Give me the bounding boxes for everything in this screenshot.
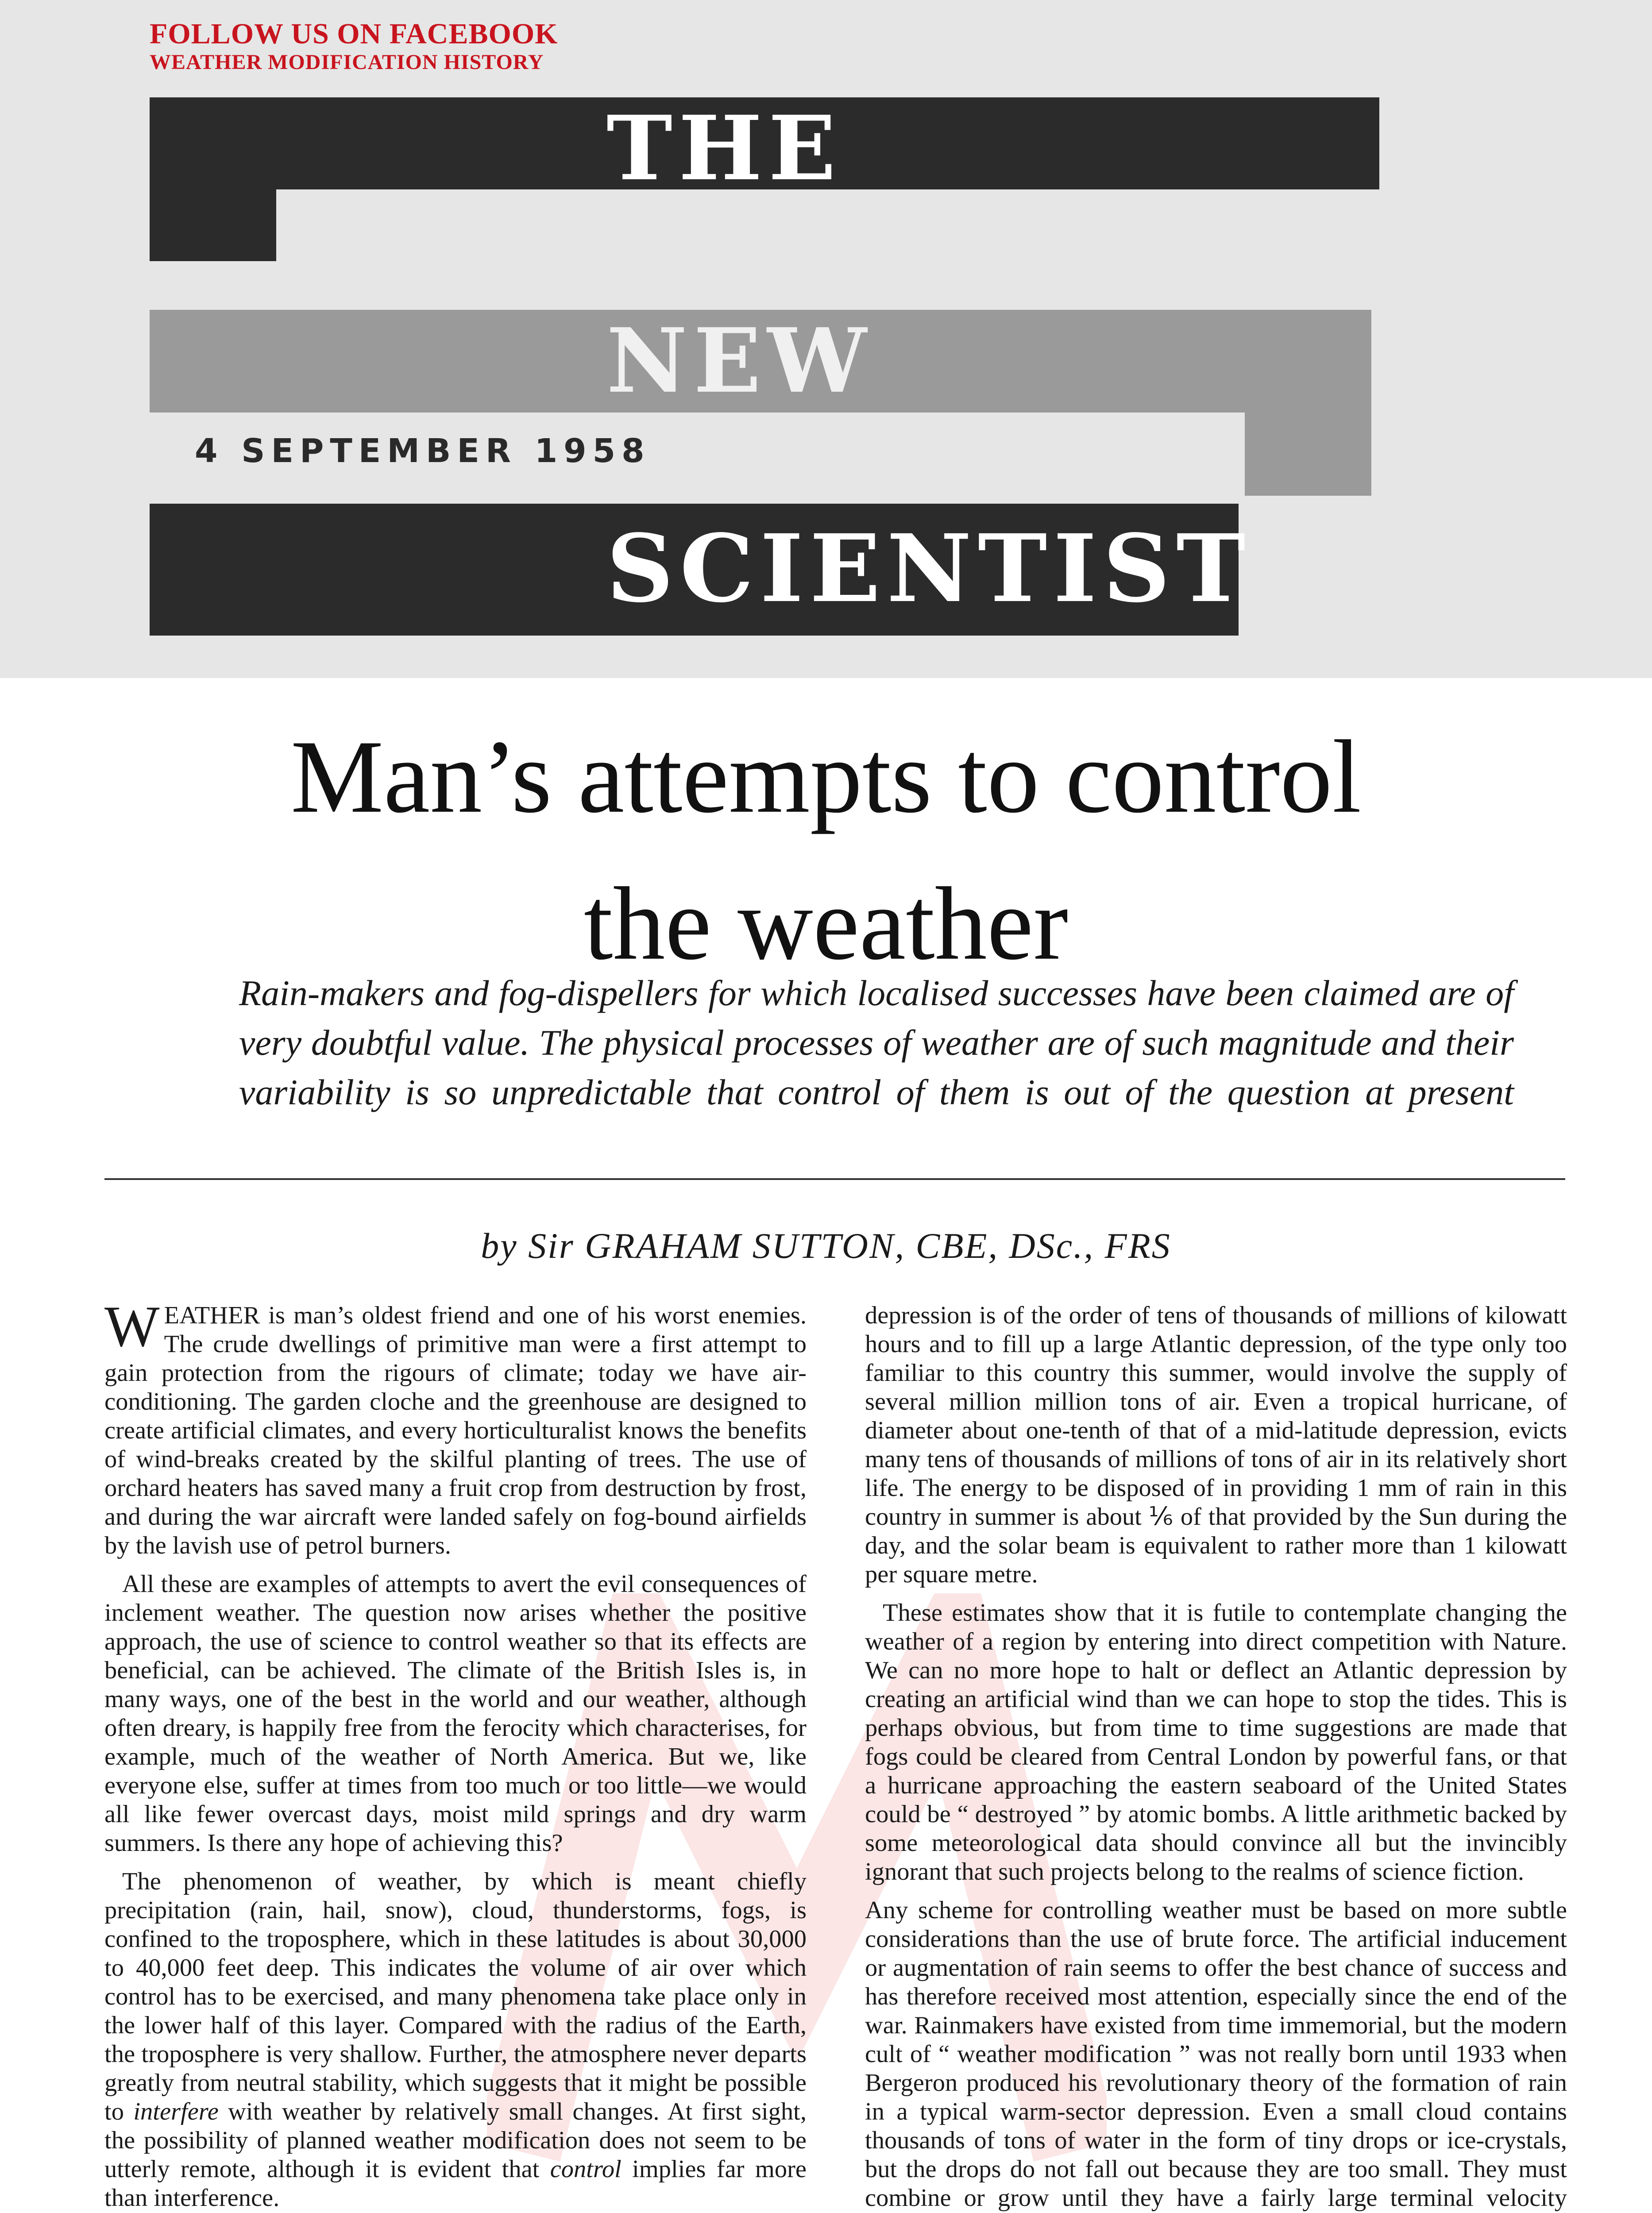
issue-date: 4 SEPTEMBER 1958	[195, 432, 651, 470]
article-byline: by Sir GRAHAM SUTTON, CBE, DSc., FRS	[481, 1226, 1171, 1266]
masthead	[0, 0, 1652, 678]
drop-cap: W	[104, 1294, 160, 1359]
masthead-word-new: NEW	[606, 309, 873, 413]
paragraph-1	[104, 1294, 807, 1560]
promo-line-2: WEATHER MODIFICATION HISTORY	[150, 50, 544, 74]
paragraph-2: All these are examples of attempts to avert the evil consequences of inclement weather. The question now arises whether the positive approach, the use of science to control weather so that its effects are beneficial, can be achieved. The climate of the British Isles is, in many ways, one of the best in the world and our weather, although often dreary, is happily free from the ferocity which characterises, for example, much of the weather of North America. But we, like everyone else, suffer at times from too much or too little—we would all like fewer overcast days, moist mild springs and dry warm summers. Is there any hope of achieving this?	[104, 1570, 807, 1857]
paragraph-3-text-b: with weather by relatively small changes. At first sight, the possibility of planned weather modification does not seem to be utterly remote, although it is evident that	[104, 2098, 807, 2183]
paragraph-6: These estimates show that it is futile to contemplate changing the weather of a region by entering into direct competition with Nature. We can no more hope to halt or deflect an Atlantic depression by creating an artificial wind than we can hope to stop the tides. This is perhaps obvious, but from time to time suggestions are made that fogs could be cleared from Central London by powerful fans, or that a hurricane approaching the eastern seaboard of the United States could be “ destroyed ” by atomic bombs. A little arithmetic backed by some meteorological data should convince all but the invincibly ignorant that such projects belong to the realms of science fiction.	[865, 1599, 1567, 1885]
masthead-band-middle-tab	[1245, 412, 1371, 496]
facebook-promo[interactable]	[150, 18, 558, 74]
paragraph-3-text-a: The phenomenon of weather, by which is meant chiefly precipitation (rain, hail, snow), cloud, thunderstorms, fogs, is confined to the troposphere, which in these latitudes is about 30,000 to 40,000 feet deep. This indicates the volume of air over which control has to be exercised, and many phenomena take place only in the lower half of this layer. Compared with the radius of the Earth, the troposphere is very shallow. Further, the atmosphere never departs greatly from neutral stability, which suggests that it might be possible to	[104, 1868, 807, 2125]
masthead-word-scientist: SCIENTIST	[606, 514, 1252, 623]
article-standfirst: Rain-makers and fog-dispellers for which localised successes have been claimed are of very doubtful value. The physical processes of weather are of such magnitude and their variability is so unpredictable that control of them is out of the question at present	[239, 973, 1514, 1112]
article-title-line-1: Man’s attempts to control	[290, 719, 1362, 835]
article-column-left	[104, 1294, 807, 2213]
article-title-line-2: the weather	[583, 866, 1069, 982]
divider-rule	[104, 1178, 1565, 1180]
article-title	[0, 704, 1652, 998]
promo-line-1: FOLLOW US ON FACEBOOK	[150, 18, 558, 50]
paragraph-5: depression is of the order of tens of thousands of millions of kilowatt hours and to fill up a large Atlantic depression, of the type only too familiar to this country this summer, would involve the supply of several million million tons of air. Even a tropical hurricane, of diameter about one-tenth of that of a mid-latitude depression, evicts many tens of thousands of millions of tons of air in its relatively short life. The energy to be disposed of in providing 1 mm of rain in this country in summer is about ⅙ of that provided by the Sun during the day, and the solar beam is equivalent to rather more than 1 kilowatt per square metre.	[865, 1302, 1567, 1588]
paragraph-3-text-c: implies far more than interference.	[104, 2155, 807, 2212]
emphasis-control: control	[550, 2155, 621, 2183]
paragraph-7: Any scheme for controlling weather must be based on more subtle considerations than the use of brute force. The artificial inducement or augmentation of rain seems to offer the best chance of success and has therefore received most attention, especially since the end of the war. Rainmakers have existed from time immemorial, but the modern cult of “ weather modification ” was not really born until 1933 when Bergeron produced his revolutionary theory of the formation of rain in a typical warm-sector depression. Even a small cloud contains thousands of tons of water in the form of tiny drops or ice-crystals, but the drops do not fall out because they are too small. They must combine or grow until they have a fairly large terminal velocity	[865, 1897, 1567, 2212]
article-column-right	[865, 1301, 1567, 2213]
masthead-word-the: THE	[606, 96, 842, 200]
paragraph-1-text: EATHER is man’s oldest friend and one of his worst enemies. The crude dwellings of primitive man were a first attempt to gain protection from the rigours of climate; today we have air-conditioning. The garden cloche and the greenhouse are designed to create artificial climates, and every horticulturalist knows the benefits of wind-breaks created by the skilful planting of trees. The use of orchard heaters has saved many a fruit crop from destruction by frost, and during the war aircraft were landed safely on fog-bound airfields by the lavish use of petrol burners.	[104, 1302, 807, 1559]
emphasis-interfere: interfere	[133, 2098, 219, 2125]
paragraph-3	[104, 1867, 807, 2213]
masthead-band-top-tab	[150, 186, 276, 261]
